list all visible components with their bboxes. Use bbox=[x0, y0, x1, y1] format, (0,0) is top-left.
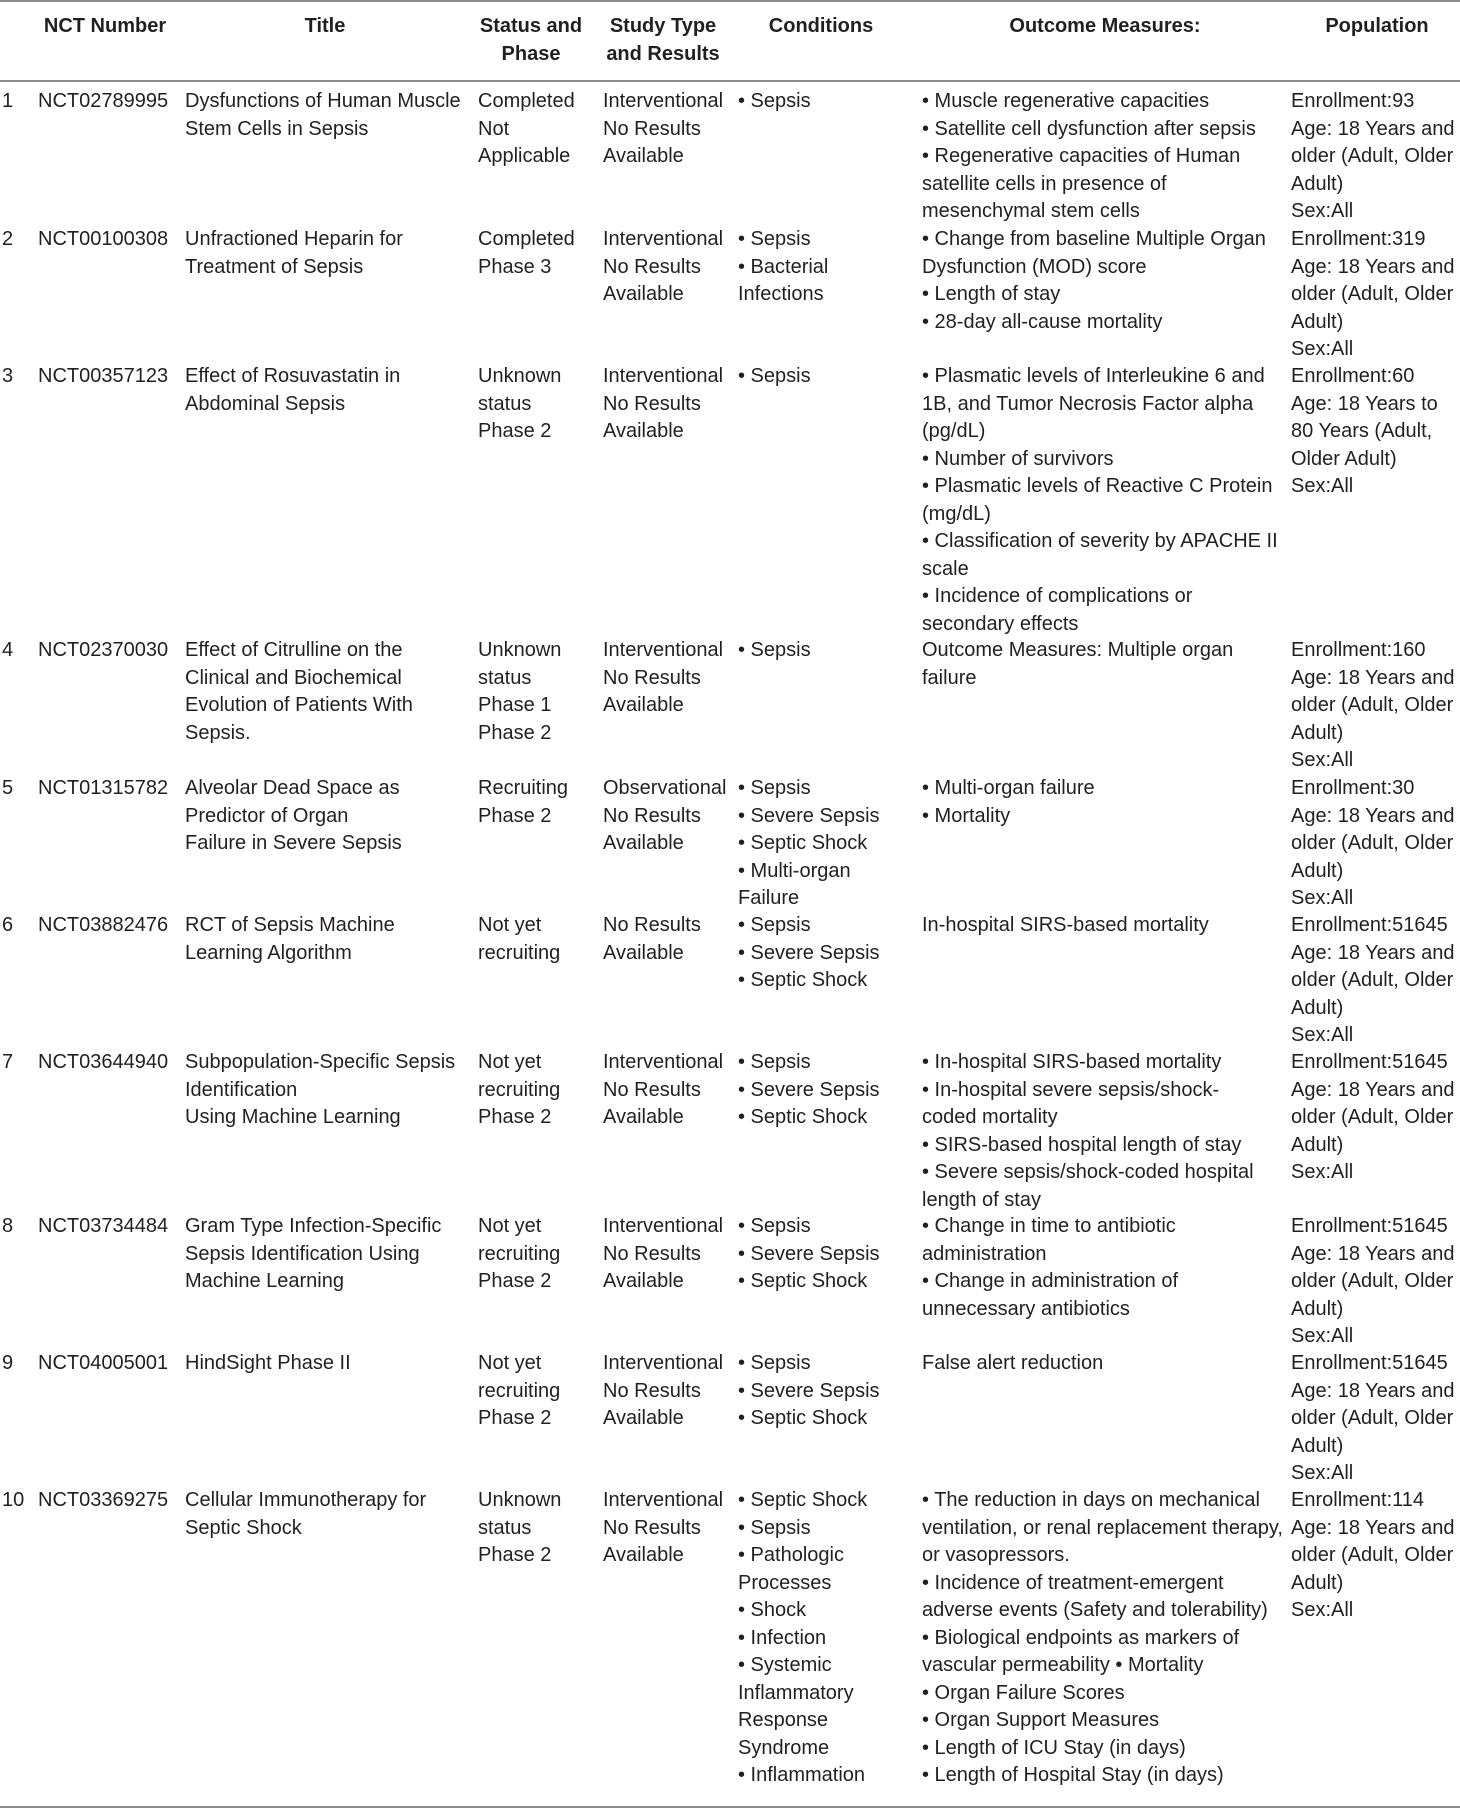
trial-title: Effect of Rosuvastatin in Abdominal Sepsis bbox=[185, 365, 401, 415]
population: Enrollment:51645 Age: 18 Years and older (Adult, Older Adult) Sex:All bbox=[1291, 1215, 1455, 1347]
header-rule bbox=[0, 80, 1460, 82]
outcome-measures: Outcome Measures: Multiple organ failure bbox=[922, 639, 1234, 689]
trial-title: Alveolar Dead Space as Predictor of Organ Failure in Severe Sepsis bbox=[185, 777, 402, 854]
nct-number: NCT02789995 bbox=[38, 90, 169, 112]
header-cell: Study Type and Results bbox=[606, 15, 720, 65]
population: Enrollment:51645 Age: 18 Years and older (Adult, Older Adult) Sex:All bbox=[1291, 1051, 1455, 1183]
population: Enrollment:60 Age: 18 Years to 80 Years (Adult, Older Adult) Sex:All bbox=[1291, 365, 1438, 497]
study-type-results: Interventional No Results Available bbox=[603, 1352, 724, 1429]
population: Enrollment:160 Age: 18 Years and older (Adult, Older Adult) Sex:All bbox=[1291, 639, 1455, 771]
row-number: 10 bbox=[2, 1489, 25, 1511]
study-type-results: Interventional No Results Available bbox=[603, 90, 724, 167]
outcome-measures: • Multi-organ failure • Mortality bbox=[922, 777, 1095, 827]
trial-title: Effect of Citrulline on the Clinical and Biochemical Evolution of Patients With Sepsis. bbox=[185, 639, 413, 744]
header-cell: Status and Phase bbox=[479, 15, 583, 65]
study-type-results: Interventional No Results Available bbox=[603, 1215, 724, 1292]
conditions: • Sepsis bbox=[738, 639, 811, 661]
nct-number: NCT03882476 bbox=[38, 914, 169, 936]
conditions: • Sepsis • Severe Sepsis • Septic Shock • Multi-organ Failure bbox=[738, 777, 880, 909]
trial-title: Cellular Immunotherapy for Septic Shock bbox=[185, 1489, 427, 1539]
bottom-rule bbox=[0, 1806, 1460, 1808]
outcome-measures: In-hospital SIRS-based mortality bbox=[922, 914, 1209, 936]
row-number: 9 bbox=[2, 1352, 14, 1374]
status-phase: Not yet recruiting bbox=[478, 914, 561, 964]
study-type-results: Observational No Results Available bbox=[603, 777, 727, 854]
study-type-results: No Results Available bbox=[603, 914, 701, 964]
outcome-measures: • Muscle regenerative capacities • Satellite cell dysfunction after sepsis • Regenerative capacities of Human satellite cells in presence of mesenchymal stem cells bbox=[922, 90, 1256, 222]
nct-number: NCT03734484 bbox=[38, 1215, 169, 1237]
nct-number: NCT00357123 bbox=[38, 365, 169, 387]
header-cell: Conditions bbox=[768, 15, 874, 37]
row-number: 4 bbox=[2, 639, 14, 661]
conditions: • Sepsis • Severe Sepsis • Septic Shock bbox=[738, 1352, 880, 1429]
study-type-results: Interventional No Results Available bbox=[603, 1051, 724, 1128]
status-phase: Not yet recruiting Phase 2 bbox=[478, 1051, 561, 1128]
header-cell: Title bbox=[304, 15, 346, 37]
nct-number: NCT03369275 bbox=[38, 1489, 169, 1511]
conditions: • Sepsis • Severe Sepsis • Septic Shock bbox=[738, 1215, 880, 1292]
row-number: 6 bbox=[2, 914, 14, 936]
trial-title: Dysfunctions of Human Muscle Stem Cells in Sepsis bbox=[185, 90, 461, 140]
population: Enrollment:51645 Age: 18 Years and older (Adult, Older Adult) Sex:All bbox=[1291, 1352, 1455, 1484]
conditions: • Sepsis • Severe Sepsis • Septic Shock bbox=[738, 914, 880, 991]
population: Enrollment:114 Age: 18 Years and older (Adult, Older Adult) Sex:All bbox=[1291, 1489, 1455, 1621]
nct-number: NCT04005001 bbox=[38, 1352, 169, 1374]
outcome-measures: False alert reduction bbox=[922, 1352, 1104, 1374]
row-number: 5 bbox=[2, 777, 14, 799]
nct-number: NCT01315782 bbox=[38, 777, 169, 799]
row-number: 7 bbox=[2, 1051, 14, 1073]
population: Enrollment:30 Age: 18 Years and older (Adult, Older Adult) Sex:All bbox=[1291, 777, 1455, 909]
nct-number: NCT00100308 bbox=[38, 228, 169, 250]
status-phase: Unknown status Phase 2 bbox=[478, 365, 562, 442]
header-cell: Outcome Measures: bbox=[1009, 15, 1201, 37]
population: Enrollment:51645 Age: 18 Years and older (Adult, Older Adult) Sex:All bbox=[1291, 914, 1455, 1046]
header-cell: Population bbox=[1325, 15, 1429, 37]
trial-title: Unfractioned Heparin for Treatment of Sepsis bbox=[185, 228, 403, 278]
row-number: 1 bbox=[2, 90, 14, 112]
conditions: • Sepsis bbox=[738, 365, 811, 387]
conditions: • Septic Shock • Sepsis • Pathologic Processes • Shock • Infection • Systemic Inflammatory Response Syndrome • Inflammation bbox=[738, 1489, 868, 1786]
trial-title: Subpopulation-Specific Sepsis Identification Using Machine Learning bbox=[185, 1051, 456, 1128]
status-phase: Not yet recruiting Phase 2 bbox=[478, 1215, 561, 1292]
trial-title: RCT of Sepsis Machine Learning Algorithm bbox=[185, 914, 395, 964]
conditions: • Sepsis • Bacterial Infections bbox=[738, 228, 829, 305]
study-type-results: Interventional No Results Available bbox=[603, 1489, 724, 1566]
population: Enrollment:319 Age: 18 Years and older (Adult, Older Adult) Sex:All bbox=[1291, 228, 1455, 360]
row-number: 3 bbox=[2, 365, 14, 387]
outcome-measures: • Plasmatic levels of Interleukine 6 and 1B, and Tumor Necrosis Factor alpha (pg/dL) • Number of survivors • Plasmatic levels of Reactive C Protein (mg/dL) • Classification of severity by APACHE II scale • Incidence of complications or secondary effects bbox=[922, 365, 1278, 635]
outcome-measures: • Change in time to antibiotic administration • Change in administration of unnecessary antibiotics bbox=[922, 1215, 1179, 1320]
status-phase: Completed Phase 3 bbox=[478, 228, 575, 278]
status-phase: Unknown status Phase 1 Phase 2 bbox=[478, 639, 562, 744]
status-phase: Completed Not Applicable bbox=[478, 90, 575, 167]
conditions: • Sepsis bbox=[738, 90, 811, 112]
study-type-results: Interventional No Results Available bbox=[603, 228, 724, 305]
study-type-results: Interventional No Results Available bbox=[603, 365, 724, 442]
nct-number: NCT03644940 bbox=[38, 1051, 169, 1073]
trial-title: HindSight Phase II bbox=[185, 1352, 351, 1374]
top-rule bbox=[0, 0, 1460, 2]
trial-title: Gram Type Infection-Specific Sepsis Identification Using Machine Learning bbox=[185, 1215, 442, 1292]
population: Enrollment:93 Age: 18 Years and older (Adult, Older Adult) Sex:All bbox=[1291, 90, 1455, 222]
study-type-results: Interventional No Results Available bbox=[603, 639, 724, 716]
row-number: 8 bbox=[2, 1215, 14, 1237]
status-phase: Unknown status Phase 2 bbox=[478, 1489, 562, 1566]
header-cell: NCT Number bbox=[43, 15, 167, 37]
outcome-measures: • In-hospital SIRS-based mortality • In-hospital severe sepsis/shock- coded mortality • SIRS-based hospital length of stay • Severe sepsis/shock-coded hospital length of stay bbox=[922, 1051, 1254, 1211]
outcome-measures: • The reduction in days on mechanical ventilation, or renal replacement therapy, or vasopressors. • Incidence of treatment-emergent adverse events (Safety and tolerability) • Biological endpoints as markers of vascular permeability • Mortality • Organ Failure Scores • Organ Support Measures • Length of ICU Stay (in days) • Length of Hospital Stay (in days) bbox=[922, 1489, 1283, 1786]
outcome-measures: • Change from baseline Multiple Organ Dysfunction (MOD) score • Length of stay • 28-day all-cause mortality bbox=[922, 228, 1266, 333]
row-number: 2 bbox=[2, 228, 14, 250]
nct-number: NCT02370030 bbox=[38, 639, 169, 661]
status-phase: Recruiting Phase 2 bbox=[478, 777, 569, 827]
status-phase: Not yet recruiting Phase 2 bbox=[478, 1352, 561, 1429]
conditions: • Sepsis • Severe Sepsis • Septic Shock bbox=[738, 1051, 880, 1128]
